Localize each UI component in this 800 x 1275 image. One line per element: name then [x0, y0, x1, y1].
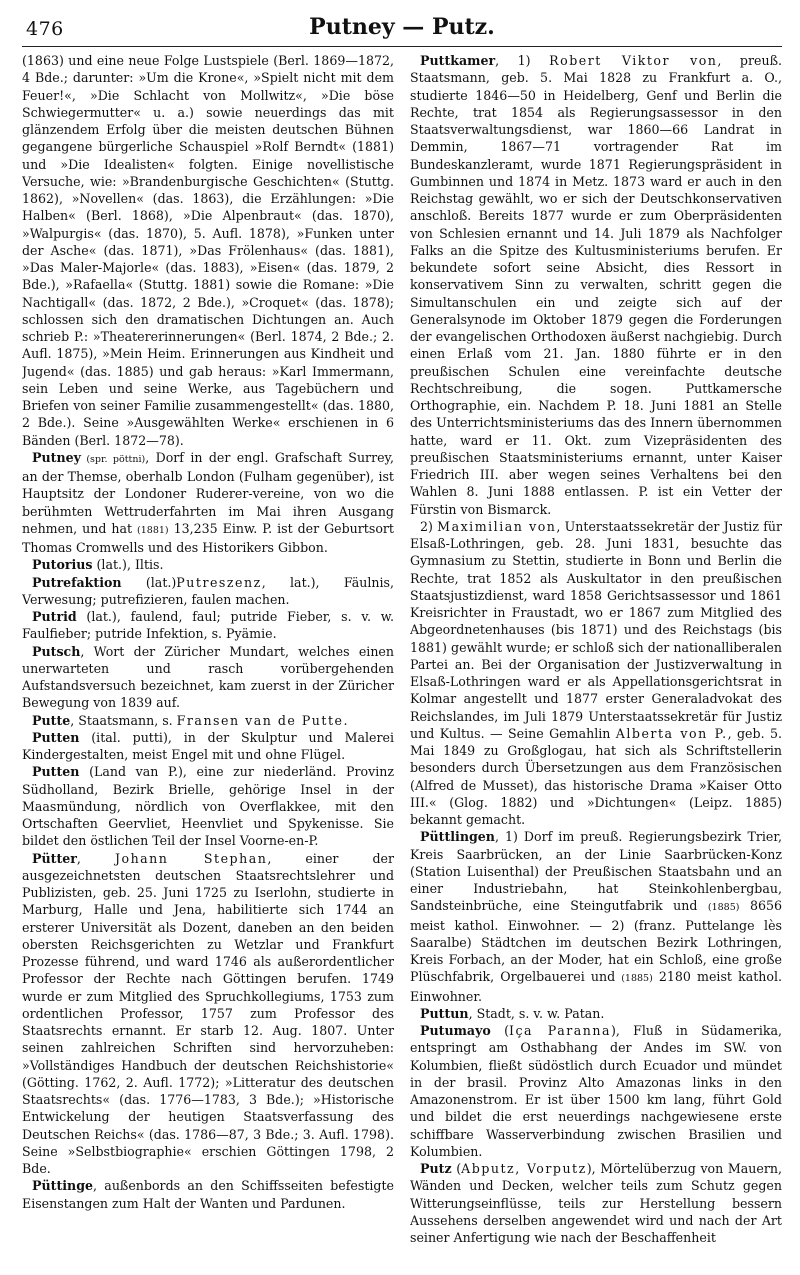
entry-text: , preuß. Staatsmann, geb. 5. Mai 1828 zu Frankfurt a. O., studierte 1846—50 in Heidelberg, Genf und Berlin die Rechte, trat 1854 als Regierungsassessor in den Staatsverwaltungsdienst, war 1860—66 Landrat in Demmin, 1867—71 vortragender Rat im Bundeskanzleramt, wurde 1871 Regierungspräsident in Gumbinnen und 1874 in Metz. 1873 ward er auch in den Reichstag gewählt, wo er sich der Deutschkonservativen anschloß. Bereits 1877 wurde er zum Oberpräsidenten von Schlesien ernannt und 14. Juli 1879 als Nachfolger Falks an die Spitze des Kultusministeriums berufen. Er bekundete sofort seine Absicht, dies Ressort in konservativem Sinn zu verwalten, schritt gegen die Simultanschulen ein und zeigte sich auf der Generalsynode im Oktober 1879 gegen die Forderungen der evangelischen Orthodoxen äußerst nachgiebig. Durch einen Erlaß vom 21. Jan. 1880 führte er in den preußischen Schulen eine vereinfachte deutsche Rechtschreibung, die sogen. Puttkamersche Orthographie, ein. Nachdem P. 18. Juni 1881 an Stelle des Unterrichtsministeriums das des Innern übernommen hatte, ward er 11. Okt. zum Vizepräsidenten des preußischen Staatsministeriums ernannt, unter Kaiser Friedrich III. aber wegen seines Verhaltens bei den Wahlen 8. Juni 1888 entlassen. P. ist ein Vetter der Fürstin von Bismarck. [410, 53, 782, 517]
dictionary-entry [22, 643, 394, 712]
entry-text: (1885) [707, 902, 740, 914]
entry-text: , 1) Dorf im preuß. Regierungsbezirk Trier, Kreis Saarbrücken, an der Linie Saarbrücken-Konz (Station Luisenthal) der Preußischen Staatsbahn und an einer Industriebahn, hat Steinkohlenbergbau, Sandsteinbrüche, eine Steingutfabrik und [410, 829, 782, 914]
entry-headword: Puttun [420, 1005, 469, 1021]
text-columns [22, 52, 782, 1272]
entry-text: (1881) [137, 524, 169, 536]
running-head: Putney — Putz. [309, 14, 495, 40]
entry-text: ( [451, 1161, 462, 1176]
entry-headword: Putney [32, 449, 81, 465]
entry-text: , Stadt, s. v. w. Patan. [468, 1005, 605, 1021]
entry-headword: Putorius [32, 557, 93, 573]
entry-headword: Putsch [32, 643, 81, 659]
spaced-name: Iça Paranna [509, 1023, 611, 1038]
entry-text: (Land van P.), eine zur niederländ. Provinz Südholland, Bezirk Brielle, gehörige Insel in der Maasmündung, nördlich von Overflakkee, mit den Ortschaften Geervliet, Heenvliet und Spykenisse. Sie bildet den östlichen Teil der Insel Voorne-en-P. [22, 764, 394, 849]
entry-headword: Püttinge [32, 1178, 94, 1194]
entry-text: , Dorf in der engl. Grafschaft Surrey, an der Themse, oberhalb London (Fulham gegenüber), ist Hauptsitz der Londoner Ruderer-vereine, von wo die berühmten Wettruderfahrten im Mai ihren Ausgang nehmen, und hat [22, 449, 394, 536]
dictionary-entry [22, 1177, 394, 1212]
entry-text: , Unterstaatssekretär der Justiz für Elsaß-Lothringen, geb. 28. Juni 1831, besuchte das Gymnasium zu Stettin, studierte in Bonn und Berlin die Rechte, trat 1852 als Auskultator in den preußischen Staatsjustizdienst, ward 1858 Gerichtsassessor und 1861 Kreisrichter in Fraustadt, wo er 1867 zum Mitglied des Abgeordnetenhauses (bis 1871) und des Reichstags (bis 1881) gewählt wurde; er schloß sich der nationalliberalen Partei an. Bei der Organisation der Justizverwaltung in Elsaß-Lothringen ward er als Appellationsgerichtsrat in Kolmar angestellt und 1877 erster Generaladvokat des Reichslandes, im Juli 1879 Unterstaatssekretär für Justiz und Kultus. — Seine Gemahlin [410, 518, 782, 741]
entry-text: (spr. pöttni) [80, 453, 146, 465]
entry-headword: Putten [32, 729, 80, 745]
entry-headword: Putrid [32, 609, 77, 624]
entry-text: (lat.), faulend, faul; putride Fieber, s. v. w. Faulfieber; putride Infektion, s. Pyämie. [22, 609, 394, 642]
entry-text: , Wort der Züricher Mundart, welches einen unerwarteten und rasch vorübergehenden Aufstandsversuch bezeichnet, kam zuerst in der Züricher Bewegung von 1839 auf. [22, 643, 394, 711]
entry-text: ( [490, 1023, 509, 1038]
entry-text: 13,235 Einw. P. ist der Geburtsort Thomas Cromwells und des Historikers Gibbon. [22, 520, 394, 555]
dictionary-entry [410, 828, 782, 1005]
dictionary-entry [22, 850, 394, 1178]
page-header [22, 12, 782, 47]
dictionary-entry [22, 449, 394, 557]
entry-text: 2) [420, 518, 438, 534]
entry-text: , Staatsmann, s. [70, 712, 177, 728]
dictionary-entry [22, 763, 394, 849]
entry-text: . [343, 712, 348, 728]
spaced-name: Alberta von P. [615, 725, 728, 741]
entry-text: 2180 meist kathol. Einwohner. [410, 969, 782, 1004]
spaced-name: Robert Viktor von [549, 53, 718, 68]
entry-headword: Pütter [32, 850, 77, 866]
left-column [22, 52, 394, 1272]
entry-headword: Puttkamer [420, 53, 496, 68]
entry-headword: Putz [420, 1161, 452, 1176]
entry-text: (ital. putti), in der Skulptur und Malerei Kindergestalten, meist Engel mit und ohne Flügel. [22, 729, 394, 762]
entry-headword: Putumayo [420, 1023, 491, 1038]
entry-text: ), Fluß in Südamerika, entspringt am Osthabhang der Andes im SW. von Kolumbien, fließt südöstlich durch Ecuador und mündet in der brasil. Provinz Alto Amazonas links in den Amazonenstrom. Er ist über 1500 km lang, führt Gold und bildet die erst neuerdings nachgewiesene erste schiffbare Wasserverbindung zwischen Brasilien und Kolumbien. [410, 1023, 782, 1159]
dictionary-entry [22, 729, 394, 764]
entry-text: , geb. 5. Mai 1849 zu Großglogau, hat sich als Schriftstellerin besonders durch Übersetzungen aus dem Französischen (Alfred de Musset), das historische Drama »Kaiser Otto III.« (Glog. 1882) und »Dichtungen« (Leipz. 1885) bekannt gemacht. [410, 725, 782, 827]
entry-headword: Putten [32, 764, 80, 780]
dictionary-entry [22, 574, 394, 609]
spaced-name: Maximilian von [437, 518, 557, 534]
spaced-name: Johann Stephan [114, 850, 268, 866]
dictionary-entry [410, 1005, 782, 1022]
entry-text: (1885) [621, 973, 653, 985]
entry-text: ), Mörtelüberzug von Mauern, Wänden und Decken, welcher teils zum Schutz gegen Witterungseinflüsse, teils zur Herstellung bessern Aussehens derselben angewendet wird und nach der Art seiner Anfertigung wie nach der Beschaffenheit [410, 1161, 782, 1245]
entry-headword: Putrefaktion [32, 574, 122, 590]
spaced-name: Putreszenz [176, 574, 262, 590]
spaced-name: Abputz, Vorputz [461, 1161, 587, 1176]
entry-text: , 1) [495, 53, 550, 68]
entry-text: , lat.), Fäulnis, Verwesung; putrefizieren, faulen machen. [22, 574, 394, 607]
continued-text [22, 52, 394, 449]
dictionary-entry [22, 608, 394, 643]
entry-text: (1863) und eine neue Folge Lustspiele (Berl. 1869—1872, 4 Bde.; darunter: »Um die Krone«, »Spielt nicht mit dem Feuer!«, »Die Schlacht von Mollwitz«, »Die böse Schwiegermutter« u. a.) sowie neuerdings das mit glänzendem Erfolg über die meisten deutschen Bühnen gegangene bürgerliche Schauspiel »Rolf Berndt« (1881) und »Die Idealisten« folgten. Einige novellistische Versuche, wie: »Brandenburgische Geschichten« (Stuttg. 1862), »Novellen« (das. 1863), die Erzählungen: »Die Halben« (Berl. 1868), »Die Alpenbraut« (das. 1870), »Walpurgis« (das. 1870), 5. Aufl. 1878), »Funken unter der Asche« (das. 1871), »Das Frölenhaus« (das. 1881), »Das Maler-Majorle« (das. 1883), »Eisen« (das. 1879, 2 Bde.), »Rafaella« (Stuttg. 1881) sowie die Romane: »Die Nachtigall« (das. 1872, 2 Bde.), »Croquet« (das. 1878); schlossen sich den dramatischen Dichtungen an. Auch schrieb P.: »Theatererinnerungen« (Berl. 1874, 2 Bde.; 2. Aufl. 1875), »Mein Heim. Erinnerungen aus Kindheit und Jugend« (das. 1885) und gab heraus: »Karl Immermann, sein Leben und seine Werke, aus Tagebüchern und Briefen von seiner Familie zusammengestellt« (das. 1880, 2 Bde.). Seine »Ausgewählten Werke« erschienen in 6 Bänden (Berl. 1872—78). [22, 53, 394, 448]
dictionary-entry [410, 1022, 782, 1160]
entry-text: , [76, 850, 115, 866]
entry-headword: Putte [32, 712, 71, 728]
entry-text: 8656 meist kathol. Einwohner. — 2) (franz. Puttelange lès Saaralbe) Städtchen im deutschen Bezirk Lothringen, Kreis Forbach, an der Moder, hat ein Schloß, eine große Plüschfabrik, Orgelbauerei und [410, 898, 782, 985]
spaced-name: Fransen van de Putte [176, 712, 344, 728]
page-number: 476 [26, 18, 64, 40]
dictionary-entry [22, 556, 394, 573]
dictionary-entry [22, 712, 394, 729]
entry-text: , außenbords an den Schiffsseiten befestigte Eisenstangen zum Halt der Wanten und Pardunen. [22, 1178, 394, 1211]
dictionary-entry [410, 52, 782, 518]
entry-text: , einer der ausgezeichnetsten deutschen Staatsrechtslehrer und Publizisten, geb. 25. Juni 1725 zu Iserlohn, studierte in Marburg, Halle und Jena, habilitierte sich 1744 an ersterer Universität als Dozent, daneben an den beiden obersten Reichsgerichten zu Wetzlar und Frankfurt Prozesse führend, und ward 1746 als außerordentlicher Professor der Rechte nach Göttingen berufen. 1749 wurde er zum Mitglied des Spruchkollegiums, 1753 zum ordentlichen Professor, 1757 zum Professor des Staatsrechts ernannt. Er starb 12. Aug. 1807. Unter seinen zahlreichen Schriften sind hervorzuheben: »Vollständiges Handbuch der deutschen Reichshistorie« (Götting. 1762, 2. Aufl. 1772); »Litteratur des deutschen Staatsrechts« (das. 1776—1783, 3 Bde.); »Historische Entwickelung der heutigen Staatsverfassung des Deutschen Reichs« (das. 1786—87, 3 Bde.; 3. Aufl. 1798). Seine »Selbstbiographie« erschien Göttingen 1798, 2 Bde. [22, 850, 394, 1176]
entry-text: (lat.), Iltis. [92, 557, 164, 573]
dictionary-entry [410, 1160, 782, 1246]
entry-text: (lat.) [121, 574, 177, 590]
sub-entry [410, 518, 782, 829]
entry-headword: Püttlingen [420, 829, 495, 845]
right-column [410, 52, 782, 1272]
